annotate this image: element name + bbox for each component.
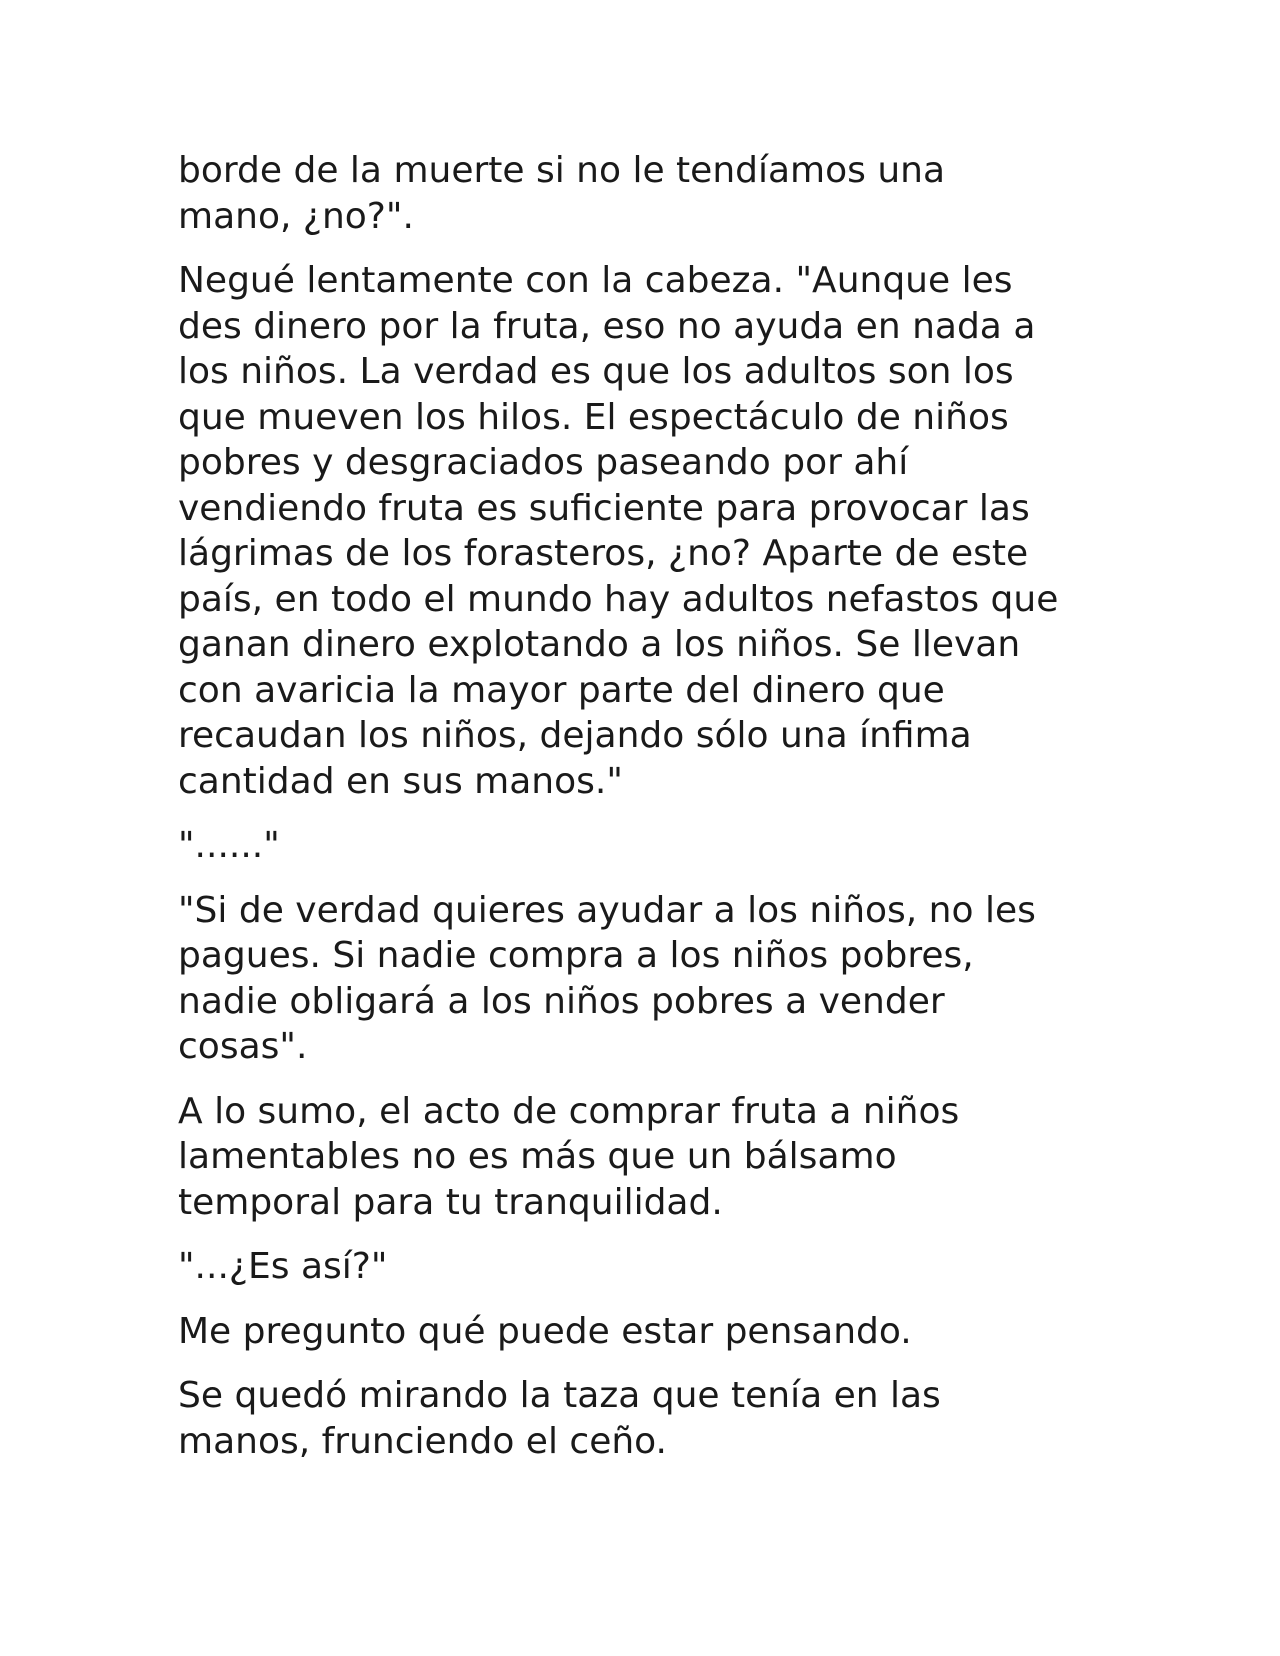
text-line: ganan dinero explotando a los niños. Se llevan	[178, 624, 1021, 665]
text-line: manos, frunciendo el ceño.	[178, 1420, 667, 1462]
text-line: país, en todo el mundo hay adultos nefastos que	[178, 578, 1059, 620]
text-line: "...¿Es así?"	[178, 1246, 388, 1287]
document-page	[178, 148, 1118, 1483]
text-line: cosas".	[178, 1026, 308, 1067]
paragraph-5	[178, 1089, 1118, 1226]
text-line: mano, ¿no?".	[178, 195, 414, 237]
text-line: "......"	[178, 825, 280, 866]
text-line: des dinero por la fruta, eso no ayuda en nada a	[178, 305, 1036, 347]
text-line: borde de la muerte si no le tendíamos una	[178, 150, 946, 191]
paragraph-1	[178, 148, 1118, 239]
paragraph-7	[178, 1309, 1118, 1355]
paragraph-8	[178, 1373, 1118, 1464]
text-line: que mueven los hilos. El espectáculo de niños	[178, 396, 1009, 438]
text-line: Me pregunto qué puede estar pensando.	[178, 1310, 912, 1352]
text-line: los niños. La verdad es que los adultos son los	[178, 351, 1014, 392]
text-line: A lo sumo, el acto de comprar fruta a niños	[178, 1090, 960, 1132]
paragraph-4	[178, 888, 1118, 1070]
text-line: nadie obligará a los niños pobres a vender	[178, 980, 945, 1022]
text-line: pobres y desgraciados paseando por ahí	[178, 442, 909, 483]
text-line: cantidad en sus manos."	[178, 760, 623, 802]
paragraph-3	[178, 823, 1118, 869]
paragraph-2	[178, 258, 1118, 804]
text-line: "Si de verdad quieres ayudar a los niños, no les	[178, 889, 1036, 931]
text-line: recaudan los niños, dejando sólo una ínfima	[178, 715, 972, 756]
text-line: temporal para tu tranquilidad.	[178, 1181, 723, 1223]
text-line: pagues. Si nadie compra a los niños pobres,	[178, 935, 974, 976]
paragraph-6	[178, 1244, 1118, 1290]
text-line: Negué lentamente con la cabeza. "Aunque les	[178, 260, 1013, 301]
text-line: lágrimas de los forasteros, ¿no? Aparte de este	[178, 533, 1029, 574]
text-line: vendiendo fruta es suficiente para provocar las	[178, 487, 1030, 529]
text-line: lamentables no es más que un bálsamo	[178, 1136, 897, 1177]
text-line: Se quedó mirando la taza que tenía en las	[178, 1375, 941, 1416]
text-line: con avaricia la mayor parte del dinero que	[178, 669, 945, 711]
